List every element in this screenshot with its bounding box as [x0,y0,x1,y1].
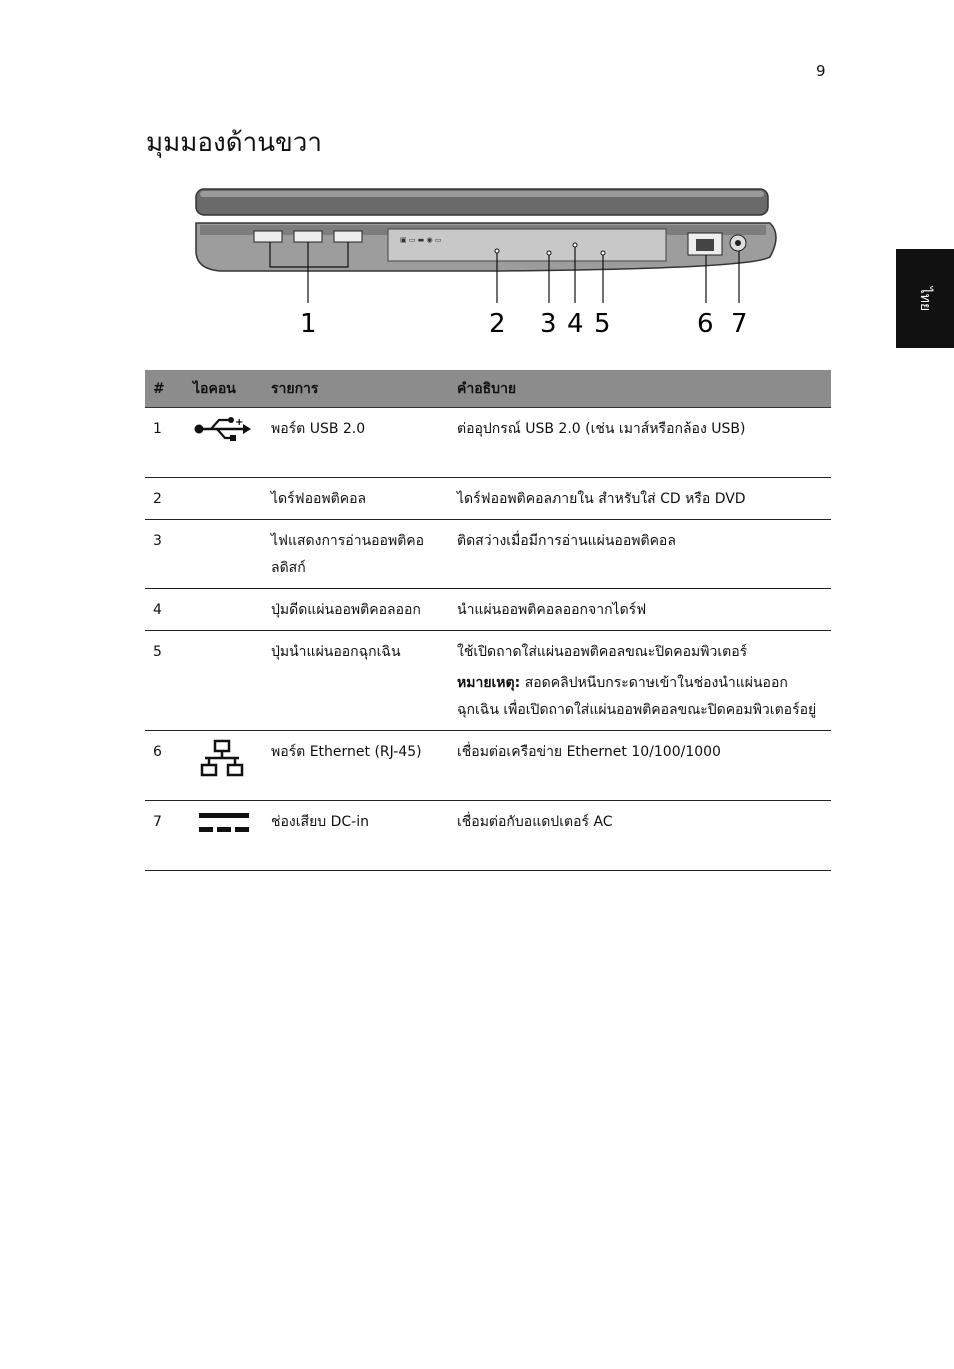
row-item: ช่องเสียบ DC-in [263,801,449,871]
note-text: สอดคลิปหนีบกระดาษเข้าในช่องนำแผ่นออกฉุกเฉิน เพื่อเปิดถาดใส่แผ่นออพติคอลขณะปิดคอมพิวเตอร์อยู่ [457,675,817,718]
callout-2: 2 [489,309,506,339]
row-description: เชื่อมต่อกับอแดปเตอร์ AC [449,801,831,871]
table-row [145,631,831,731]
row-number: 6 [145,731,185,801]
header-item: รายการ [263,370,449,408]
usb-icon [193,416,253,442]
header-description: คำอธิบาย [449,370,831,408]
language-tab [896,249,954,348]
row-description: เชื่อมต่อเครือข่าย Ethernet 10/100/1000 [449,731,831,801]
row-note [457,670,823,724]
row-number: 7 [145,801,185,871]
row-item: ปุ่มนำแผ่นออกฉุกเฉิน [263,631,449,731]
table-row [145,801,831,871]
ethernet-icon [193,739,253,779]
svg-text:▣ ▭ ▬ ◉ ▭: ▣ ▭ ▬ ◉ ▭ [400,236,442,244]
row-number: 5 [145,631,185,731]
table-row [145,589,831,631]
row-description: ไดร์ฟออพติคอลภายใน สำหรับใส่ CD หรือ DVD [449,478,831,520]
table-header-row [145,370,831,408]
callout-6: 6 [697,309,714,339]
note-label: หมายเหตุ: [457,675,521,691]
svg-text:+: + [235,417,244,428]
laptop-right-side-figure [190,185,790,345]
callout-4: 4 [567,309,584,339]
usb-port-3 [334,231,362,242]
header-icon: ไอคอน [185,370,263,408]
row-number: 2 [145,478,185,520]
row-item: ไดร์ฟออพติคอล [263,478,449,520]
callout-7: 7 [731,309,748,339]
table-row [145,731,831,801]
dc-in-icon [193,809,253,839]
header-number: # [145,370,185,408]
row-description: นำแผ่นออพติคอลออกจากไดร์ฟ [449,589,831,631]
callout-5: 5 [594,309,611,339]
row-item: พอร์ต Ethernet (RJ-45) [263,731,449,801]
optical-drive-tray [388,229,666,261]
language-tab-label: ไทย [916,286,933,311]
row-item: ไฟแสดงการอ่านออพติคอลดิสก์ [263,520,449,589]
row-description: ต่ออุปกรณ์ USB 2.0 (เช่น เมาส์หรือกล้อง USB) [449,408,831,478]
page-title: มุมมองด้านขวา [146,128,322,158]
table-row [145,478,831,520]
callout-3: 3 [540,309,557,339]
table-row [145,408,831,478]
row-description: ใช้เปิดถาดใส่แผ่นออพติคอลขณะปิดคอมพิวเตอร์ [457,644,748,660]
row-number: 4 [145,589,185,631]
usb-port-2 [294,231,322,242]
page-number: 9 [816,62,826,80]
ports-table [145,370,831,871]
table-row [145,520,831,589]
row-number: 3 [145,520,185,589]
row-item: พอร์ต USB 2.0 [263,408,449,478]
callout-1: 1 [300,309,317,339]
row-description: ติดสว่างเมื่อมีการอ่านแผ่นออพติคอล [449,520,831,589]
usb-port-1 [254,231,282,242]
row-item: ปุ่มดีดแผ่นออพติคอลออก [263,589,449,631]
row-number: 1 [145,408,185,478]
